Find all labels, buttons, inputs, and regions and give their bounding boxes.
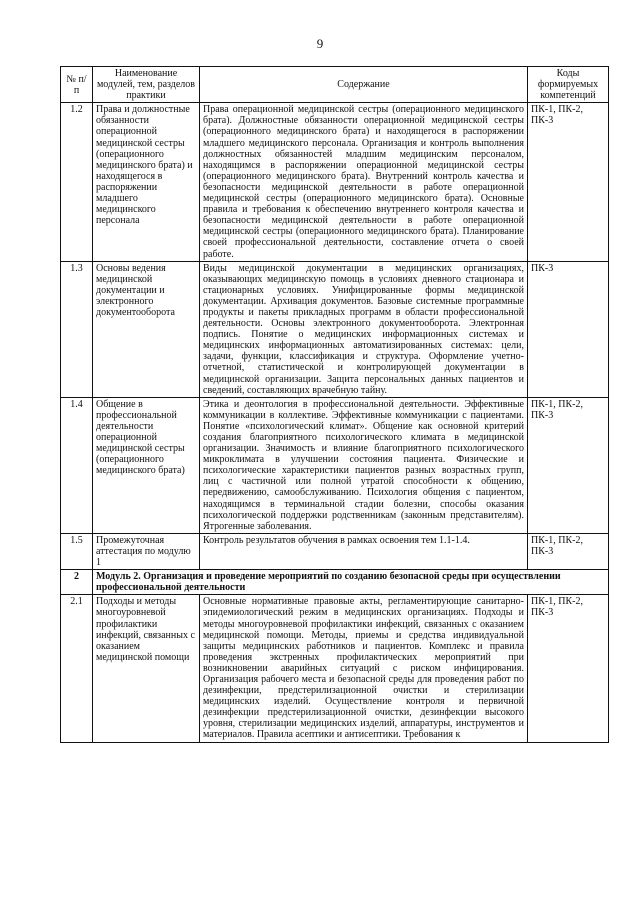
row-codes: ПК-1, ПК-2, ПК-3 [528, 595, 609, 742]
table-header-row [61, 67, 609, 103]
row-codes: ПК-1, ПК-2, ПК-3 [528, 397, 609, 533]
row-name: Промежуточная аттестация по модулю 1 [93, 533, 200, 569]
header-content: Содержание [200, 67, 528, 103]
module-num: 2 [61, 570, 93, 595]
table-row [61, 397, 609, 533]
row-num: 1.3 [61, 261, 93, 397]
table-row [61, 595, 609, 742]
row-name: Основы ведения медицинской документации и электронного документооборота [93, 261, 200, 397]
header-codes: Коды формируемых компетенций [528, 67, 609, 103]
row-codes: ПК-1, ПК-2, ПК-3 [528, 103, 609, 261]
page-number: 9 [316, 36, 324, 51]
row-num: 1.2 [61, 103, 93, 261]
row-name: Общение в профессиональной деятельности операционной медицинской сестры (операционного медицинского брата) [93, 397, 200, 533]
curriculum-table [60, 66, 609, 743]
table-row [61, 261, 609, 397]
row-content: Основные нормативные правовые акты, регламентирующие санитарно-эпидемиологический режим в медицинских организациях. Подходы и методы многоуровневой профилактики инфекций, связанных с оказанием медицинской помощи. Методы, приемы и средства индивидуальной защиты медицинских работников и пациентов. Комплекс и правила проведения экстренных профилактических мероприятий при возникновении аварийных ситуаций с риском инфицирования. Организация рабочего места и безопасной среды для проведения работ по дезинфекции, предстерилизационной очистки и стерилизации медицинских изделий. Осуществление контроля и первичной дезинфекции предстерилизационной очистки, дезинфекции высокого уровня, стерилизации медицинских изделий, аппаратуры, инструментов и материалов. Правила асептики и антисептики. Требования к [200, 595, 528, 742]
row-num: 1.5 [61, 533, 93, 569]
row-codes: ПК-1, ПК-2, ПК-3 [528, 533, 609, 569]
row-name: Права и должностные обязанности операционной медицинской сестры (операционного медицинского брата) и находящегося в распоряжении младшего медицинского персонала [93, 103, 200, 261]
module-row [61, 570, 609, 595]
header-num: № п/п [61, 67, 93, 103]
table-row [61, 533, 609, 569]
table-row [61, 103, 609, 261]
row-content: Права операционной медицинской сестры (операционного медицинского брата). Должностные обязанности операционной медицинской сестры (операционного медицинского брата) и находящегося в распоряжении младшего медицинского персонала. Организация и контроль выполнения должностных обязанностей младшим медицинским персоналом, находящимся в распоряжении операционной медицинской сестры (операционного медицинского брата). Внутренний контроль качества и безопасности медицинской деятельности в работе операционной медицинской сестры (операционного медицинского брата). Основные правила и требования к обеспечению внутреннего контроля качества и безопасности медицинской деятельности в работе операционной медицинской сестры (операционного медицинского брата). Планирование своей профессиональной деятельности, составление отчета о своей работе. [200, 103, 528, 261]
row-content: Контроль результатов обучения в рамках освоения тем 1.1-1.4. [200, 533, 528, 569]
row-name: Подходы и методы многоуровневой профилактики инфекций, связанных с оказанием медицинской помощи [93, 595, 200, 742]
row-content: Виды медицинской документации в медицинских организациях, оказывающих медицинскую помощь в условиях дневного стационара и стационарных условиях. Унифицированные формы медицинской документации. Архивация документов. Базовые системные программные продукты и пакеты прикладных программ в области профессиональной деятельности. Основы электронного документооборота. Электронная подпись. Понятие о медицинских информационных системах и медицинских информационных автоматизированных системах: цели, задачи, функции, классификация и структура. Оформление учетно-отчетной, статистической и контролирующей документации в медицинской организации. Защита персональных данных пациентов и сведений, составляющих врачебную тайну. [200, 261, 528, 397]
row-codes: ПК-3 [528, 261, 609, 397]
row-num: 1.4 [61, 397, 93, 533]
module-title: Модуль 2. Организация и проведение мероприятий по созданию безопасной среды при осуществлении профессиональной деятельности [93, 570, 609, 595]
row-num: 2.1 [61, 595, 93, 742]
row-content: Этика и деонтология в профессиональной деятельности. Эффективные коммуникации в коллективе. Эффективные коммуникации с пациентами. Понятие «психологический климат». Общение как основной критерий создания благоприятного психологического климата в медицинской организации. Значимость и влияние благоприятного психологического микроклимата в улучшении состояния пациента. Физические и психологические характеристики пациентов разных возрастных групп, лиц с частичной или полной утратой способности к общению, передвижению, самообслуживанию. Психология общения с пациентом, находящимся в терминальной стадии болезни, способы оказания психологической поддержки родственникам (законным представителям). Ятрогенные заболевания. [200, 397, 528, 533]
header-name: Наименование модулей, тем, разделов практики [93, 67, 200, 103]
